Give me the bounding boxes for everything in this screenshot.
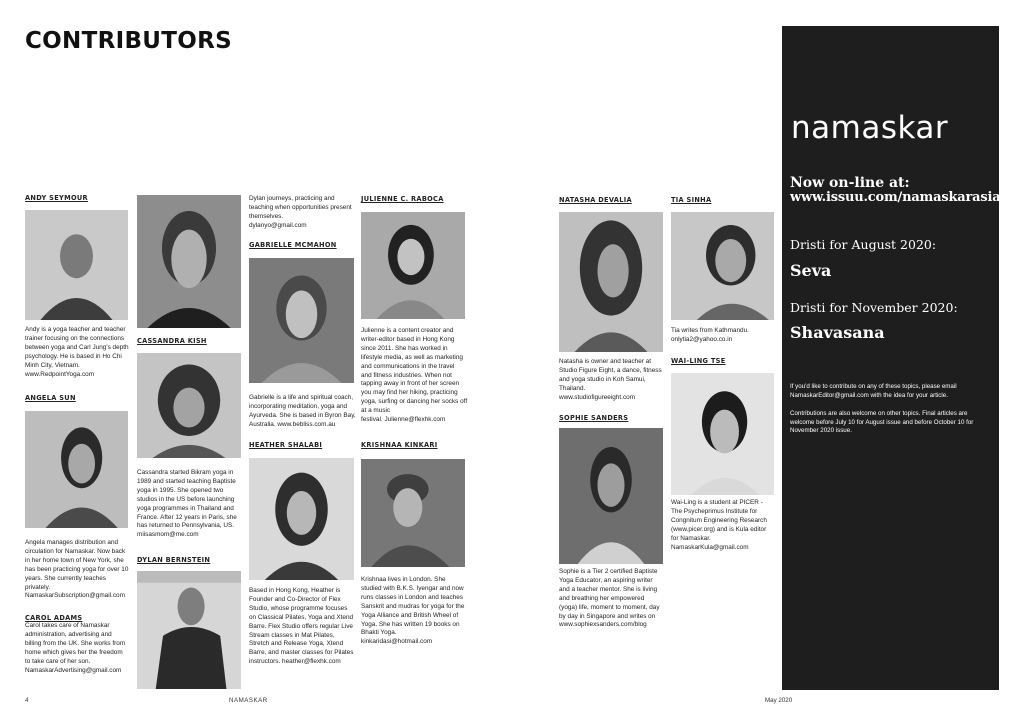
photo-dylan-bernstein xyxy=(137,571,241,689)
contributor-name: KRISHNAA KINKARI xyxy=(361,441,438,449)
contributor-name: NATASHA DEVALIA xyxy=(559,196,632,204)
contributor-name: GABRIELLE MCMAHON xyxy=(249,241,337,249)
contributor-name: ANGELA SUN xyxy=(25,394,76,402)
bio-carol-adams: Carol takes care of Namaskar administration, advertising and billing from the UK. She works from home which gives her the freedom to take care of her son. NamaskarAdvertising@gmail.com xyxy=(25,622,126,674)
online-label: Now on-line at: xyxy=(790,175,910,191)
contributor-krishnaa-kinkari xyxy=(361,441,471,450)
contributor-name: CAROL ADAMS xyxy=(25,614,83,622)
photo-cassandra-kish xyxy=(137,195,241,328)
contributor-name: ANDY SEYMOUR xyxy=(25,194,88,202)
sidebar-panel xyxy=(782,26,999,690)
photo-andy-seymour xyxy=(25,210,128,320)
photo-gabrielle-mcmahon xyxy=(249,258,354,383)
bio-julienne-raboca: Julienne is a content creator and writer-editor based in Hong Kong since 2011. She has worked in lifestyle media, as well as marketing and communications in the travel and fitness industries. When not tapping away in front of her screen you may find her hiking, practicing yoga, surfing or dancing her socks off at a music festival. Julienne@flexhk.com xyxy=(361,327,468,424)
bio-wai-ling-tse: Wai-Ling is a student at PICER - The Psycheprimus Institute for Congnitum Engineering Research (www.picer.org) and is Kula editor for Namaskar. NamaskarKula@gmail.com xyxy=(671,499,767,551)
photo-heather-shalabi xyxy=(249,458,354,580)
photo-cassandra-kish-2 xyxy=(137,353,241,458)
photo-wai-ling-tse xyxy=(671,373,774,495)
photo-tia-sinha xyxy=(671,212,774,320)
contributor-name: CASSANDRA KISH xyxy=(137,337,207,345)
contributor-andy-seymour xyxy=(25,194,135,203)
footer-page-number: 4 xyxy=(25,697,29,704)
contributor-natasha-devalia xyxy=(559,196,669,205)
page-title: CONTRIBUTORS xyxy=(25,28,232,54)
contributor-gabrielle-mcmahon xyxy=(249,241,359,250)
bio-natasha-devalia: Natasha is owner and teacher at Studio Figure Eight, a dance, fitness and yoga studio in Koh Samui, Thailand. www.studiofigureeight.com xyxy=(559,358,662,401)
contributor-name: HEATHER SHALABI xyxy=(249,441,323,449)
footer-magazine-name: NAMASKAR xyxy=(229,697,268,704)
contributor-heather-shalabi xyxy=(249,441,359,450)
bio-dylan-bernstein: Dylan journeys, practicing and teaching when opportunities present themselves. dylanyo@gmail.com xyxy=(249,195,352,229)
bio-heather-shalabi: Based in Hong Kong, Heather is Founder and Co-Director of Flex Studio, whose programme focuses on Classical Pilates, Yoga and Xtend Barre. Flex Studio offers regular Live Stream classes in Mat Pilates, Stretch and Release Yoga, Xtend Barre, and master classes for Pilates instructors. heather@flexhk.com xyxy=(249,587,354,666)
contributor-name: WAI-LING TSE xyxy=(671,357,726,365)
contributor-name: TIA SINHA xyxy=(671,196,712,204)
dristi-november-theme: Shavasana xyxy=(790,323,885,342)
online-url: www.issuu.com/namaskarasia xyxy=(790,190,1001,205)
photo-angela-sun xyxy=(25,411,128,528)
contributor-name: DYLAN BERNSTEIN xyxy=(137,556,211,564)
bio-cassandra-kish: Cassandra started Bikram yoga in 1989 and started teaching Baptiste yoga in 1995. She opened two studios in the US before launching yoga programmes in Thailand and France. After 12 years in Paris, she has returned to Pennsylvania, US. miisasmom@me.com xyxy=(137,469,237,539)
contributor-name: SOPHIE SANDERS xyxy=(559,414,629,422)
deadline-text: Contributions are also welcome on other topics. Final articles are welcome before July 10 for August issue and before October 10 for November 2020 issue. xyxy=(790,410,974,435)
bio-andy-seymour: Andy is a yoga teacher and teacher trainer focusing on the connections between yoga and Carl Jung's depth psychology. He is based in Ho Chi Minh City, Vietnam. www.RedpointYoga.com xyxy=(25,326,129,378)
contributor-dylan-bernstein xyxy=(137,556,247,565)
dristi-august-theme: Seva xyxy=(790,261,832,280)
bio-gabrielle-mcmahon: Gabrielle is a life and spiritual coach, incorporating meditation, yoga and Ayurveda. She is based in Byron Bay, Australia. www.bebliss.com.au xyxy=(249,394,356,428)
contributor-angela-sun xyxy=(25,394,135,403)
contributor-sophie-sanders xyxy=(559,414,669,423)
photo-sophie-sanders xyxy=(559,428,663,564)
contributor-wai-ling-tse xyxy=(671,357,781,366)
dristi-august-label: Dristi for August 2020: xyxy=(790,237,937,252)
bio-angela-sun: Angela manages distribution and circulation for Namaskar. Now back in her home town of New York, she has been practicing yoga for over 10 years. She currently teaches privately. NamaskarSubscription@gmail.com xyxy=(25,539,129,600)
bio-sophie-sanders: Sophie is a Tier 2 certified Baptiste Yoga Educator, an aspiring writer and a teacher mentor. She is living and breathing her empowered (yoga) life, moment to moment, day by day in Singapore and writes on www.sophiexsanders.com/blog xyxy=(559,568,660,629)
contributor-tia-sinha xyxy=(671,196,781,205)
contributor-cassandra-kish xyxy=(137,337,247,346)
footer-date: May 2020 xyxy=(765,697,793,704)
namaskar-logo: namaskar xyxy=(791,110,949,146)
photo-natasha-devalia xyxy=(559,212,663,352)
bio-tia-sinha: Tia writes from Kathmandu. onlytia2@yahoo.co.in xyxy=(671,327,749,343)
contribute-text: If you'd like to contribute on any of these topics, please email NamaskarEditor@gmail.com with the idea for your article. xyxy=(790,383,957,399)
bio-krishnaa-kinkari: Krishnaa lives in London. She studied with B.K.S. Iyengar and now runs classes in London and teaches Sanskrit and mudras for yoga for the Yoga Alliance and British Wheel of Yoga. She has written 19 books on Bhakti Yoga. kinkaridasi@hotmail.com xyxy=(361,576,465,646)
photo-julienne-raboca xyxy=(361,212,465,319)
photo-krishnaa-kinkari xyxy=(361,459,465,567)
contributor-name: JULIENNE C. RABOCA xyxy=(361,195,444,203)
dristi-november-label: Dristi for November 2020: xyxy=(790,300,958,315)
contributor-julienne-raboca xyxy=(361,195,471,204)
